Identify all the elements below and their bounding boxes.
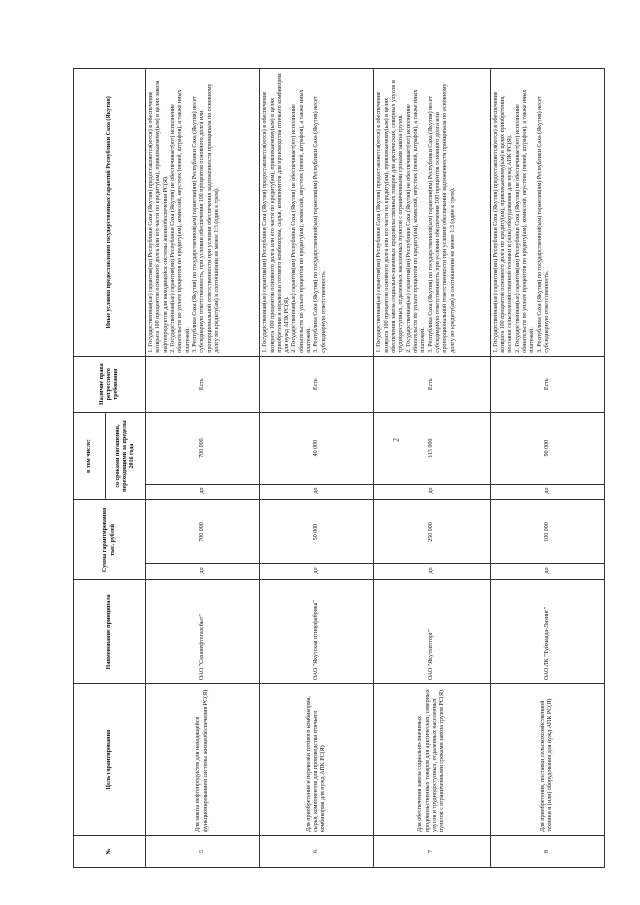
regress-right: Есть: [260, 356, 374, 412]
condition-item: 2. Государственная(ые) гарантия(ии) Республики Саха (Якутия) не обеспечивает(ют) исполнение обязательств по уплате процентов по кредиту(ам), комиссий, неустоек (пеней, штрафов), а также иных платежей.: [169, 89, 191, 353]
condition-item: 2. Государственная(ые) гарантия(ии) Республики Саха (Якутия) не обеспечивает(ют) исполнение обязательств по уплате процентов по кредиту(ам), комиссий, неустоек (пеней, штрафов), а также иных платежей.: [291, 89, 313, 353]
condition-item: 3. Республика Саха (Якутия) по государственной(ым) гарантии(ям) Республики Саха (Якутия) несет субсидиарную ответственность, при условии обеспечения 100 процентов основного долга или пропорциональной ответственности при условии обеспечения задолженности принципала по основному долгу по кредиту(ам) в соотношении не менее 1:3 (один к трем).: [191, 83, 220, 353]
principal-name: ОАО "Якутская птицефабрика": [260, 580, 374, 684]
prefix-do: до: [260, 564, 374, 580]
prefix-do: до: [146, 564, 260, 580]
condition-item: 1. Государственная(ые) гарантия(ии) Республики Саха (Якутия) предоставляется(ются) в обеспечение возврата 100 процентов основного долга или его части по кредиту(ам), привлекаемому(ым) в целях обеспечения завоза социально-значимых продовольственных товаров для арктических, северных улусов и труднодоступных, отдаленных населенных пунктов с ограниченными сроками завоза грузов.: [376, 80, 405, 353]
row-number: 7: [374, 836, 490, 868]
rotated-page: [73, 68, 605, 868]
header-num: №: [74, 836, 146, 868]
condition-item: 3. Республика Саха (Якутия) по государственной(ым) гарантии(ям) Республики Саха (Якутия) несет субсидиарную ответственность при условии обеспечения 100 процентов основного долга или пропорциональной ответственности при условии обеспечения задолженности принципала по основному долгу по кредиту(ам) в соотношении не менее 1:3 (один к трем).: [427, 83, 456, 353]
condition-item: 1. Государственная(ые) гарантия(ии) Республики Саха (Якутия) предоставляется(ются) в обеспечение возврата 100 процентов основного долга по кредиту(ам), привлекаемому(ым) в целях приобретения, поставки сельскохозяйственной техники и (или) оборудования для нужд АПК РС(Я).: [492, 91, 514, 353]
prefix-do: до: [490, 484, 604, 500]
header-including: в том числе:: [74, 412, 106, 500]
guarantee-sum: 700 000: [146, 500, 260, 564]
prefix-do: до: [260, 484, 374, 500]
header-conditions: Иные условия предоставления государственных гарантий Республики Саха (Якутия): [74, 69, 146, 357]
header-regress: Наличие права регрессного требования: [74, 356, 146, 412]
page-number: 2: [391, 438, 401, 442]
header-goal: Цель гарантирования: [74, 684, 146, 836]
prefix-do: до: [374, 564, 490, 580]
conditions: [490, 69, 604, 357]
conditions: [260, 69, 374, 357]
prefix-do: до: [374, 484, 490, 500]
guarantee-sum: 250 000: [374, 500, 490, 564]
sum-beyond-2016: 700 000: [146, 412, 260, 484]
sum-beyond-2016: 40 000: [260, 412, 374, 484]
prefix-do: до: [146, 484, 260, 500]
guarantee-goal: Для приобретения и перевозки готового комбикорма, сырья, компонентов для производства птичьего комбикорма для нужд АПК РС(Я): [260, 684, 374, 836]
guarantee-goal: Для завоза нефтепродуктов для находящейся функционированием системы жизнеобеспечения РС(Я): [146, 684, 260, 836]
condition-item: 3. Республика Саха (Якутия) по государственной(ым) гарантии(ям) Республики Саха (Якутия) несет субсидиарную ответственность.: [313, 95, 327, 353]
row-number: 8: [490, 836, 604, 868]
guarantee-sum: 50 000: [260, 500, 374, 564]
condition-item: 3. Республика Саха (Якутия) по государственной(ым) гарантии(ям) Республики Саха (Якутия) несет субсидиарную ответственность.: [536, 95, 550, 353]
guarantee-goal: Для обеспечения завоза социально-значимых продовольственных товаров для арктических, северных улусов и труднодоступных, отдаленных населенных пунктов с ограниченными сроками завоза грузов РС(Я): [374, 684, 490, 836]
conditions: [374, 69, 490, 357]
regress-right: Есть: [374, 356, 490, 412]
principal-name: ОАО "Саханефтегазсбыт": [146, 580, 260, 684]
header-sum: Сумма гарантирования тыс. рублей: [74, 500, 146, 580]
principal-name: ОАО "Якутоптторг": [374, 580, 490, 684]
table-row: [146, 69, 260, 868]
regress-right: Есть: [490, 356, 604, 412]
guarantee-goal: Для приобретения, поставки сельскохозяйственной техники и (или) оборудования для нужд АПК РС(Я): [490, 684, 604, 836]
condition-item: 1. Государственная(ые) гарантия(ии) Республики Саха (Якутия) предоставляется(ются) в обеспечение возврата 100 процентов основного долга или его части по кредиту(ам), привлекаемому(ым) в целях приобретения и перевозки готового комбикорма, сырья, компонентов для производства птичьего комбикорма для нужд АПК РС(Я).: [262, 73, 291, 353]
row-number: 6: [260, 836, 374, 868]
header-org: Наименование принципала: [74, 580, 146, 684]
condition-item: 1. Государственная(ые) гарантия(ии) Республики Саха (Якутия) предоставляется(ются) в обеспечение возврата 100 процентов основного долга или его части по кредиту(ам), привлекаемому(ым) в целях завоза нефтепродуктов для находящейся системы жизнеобеспечения РС(Я).: [148, 80, 169, 353]
prefix-do: до: [490, 564, 604, 580]
table-row: [374, 69, 490, 868]
principal-name: ОАО ЛК "Туймаада-Лизинг": [490, 580, 604, 684]
table-row: [490, 69, 604, 868]
regress-right: Есть: [146, 356, 260, 412]
guarantee-sum: 100 000: [490, 500, 604, 564]
row-number: 5: [146, 836, 260, 868]
condition-item: 2. Государственная(ые) гарантия(ии) Республики Саха (Якутия) не обеспечивает(ют) исполнение обязательств по уплате процентов по кредиту(ам), комиссий, неустоек (пеней, штрафов), а также иных платежей.: [405, 89, 427, 353]
guarantees-table: [73, 68, 605, 868]
sum-beyond-2016: 115 000: [374, 412, 490, 484]
condition-item: 2. Государственная(ые) гарантия(ии) Республики Саха (Якутия) не обеспечивает(ют) исполнение обязательств по уплате процентов по кредиту(ам), комиссий, неустоек (пеней, штрафов), а также иных платежей.: [514, 89, 536, 353]
header-beyond-2016: со сроками погашения, переходящими за пределы 2016 года: [106, 412, 146, 500]
table-row: [260, 69, 374, 868]
sum-beyond-2016: 90 000: [490, 412, 604, 484]
conditions: [146, 69, 260, 357]
